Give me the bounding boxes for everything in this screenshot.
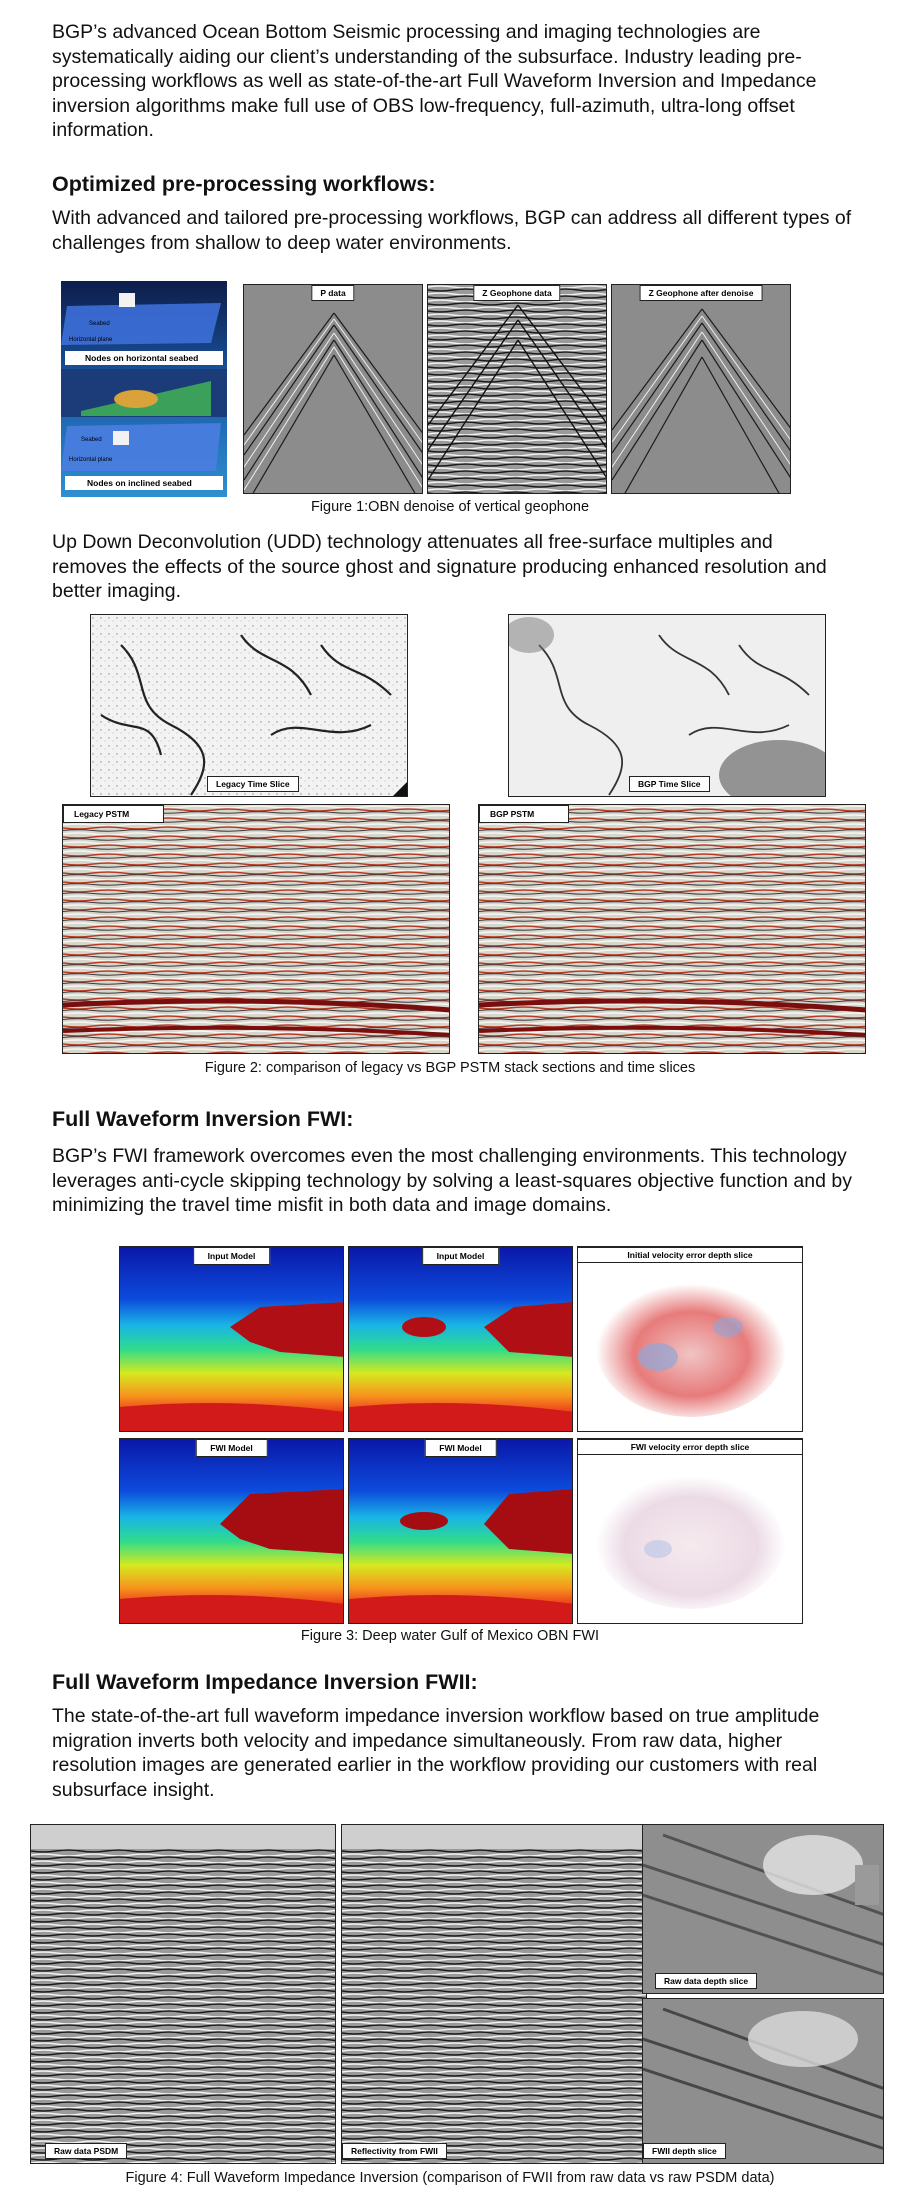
- legacy-time-slice: [90, 614, 408, 797]
- label-fwi-model-2: FWI Model: [424, 1439, 497, 1457]
- fwi-model-1: [119, 1438, 344, 1624]
- label-bgp-time-slice: BGP Time Slice: [629, 776, 710, 792]
- udd-paragraph: Up Down Deconvolution (UDD) technology attenuates all free-surface multiples and removes the effects of the source ghost and signature producing enhanced resolution and better imaging.: [52, 531, 827, 602]
- section-heading-fwii: Full Waveform Impedance Inversion FWII:: [52, 1670, 478, 1694]
- figure-2-caption: Figure 2: comparison of legacy vs BGP PSTM stack sections and time slices: [204, 1060, 696, 1076]
- figure-3-caption: Figure 3: Deep water Gulf of Mexico OBN FWI: [300, 1628, 600, 1644]
- fwi-velocity-error-slice: [577, 1438, 803, 1624]
- label-fwi-velocity-error: FWI velocity error depth slice: [577, 1439, 803, 1455]
- node-label-plane-1: Horizontal plane: [69, 337, 113, 343]
- fwi-model-2: [348, 1438, 573, 1624]
- panel-z-geophone-denoise: [611, 284, 791, 494]
- panel-label-p-data: P data: [311, 285, 354, 301]
- label-raw-data-depth-slice: Raw data depth slice: [655, 1973, 757, 1989]
- node-label-horizontal: Nodes on horizontal seabed: [85, 353, 199, 363]
- node-label-seabed-2: Seabed: [81, 437, 102, 443]
- label-legacy-pstm: Legacy PSTM: [63, 805, 164, 823]
- panel-label-z-geophone-denoise: Z Geophone after denoise: [640, 285, 763, 301]
- preprocessing-paragraph: With advanced and tailored pre-processing workflows, BGP can address all different types of challenges from shallow to deep water environments.: [52, 207, 852, 254]
- label-bgp-pstm: BGP PSTM: [479, 805, 569, 823]
- node-label-plane-2: Horizontal plane: [69, 457, 113, 463]
- label-legacy-time-slice: Legacy Time Slice: [207, 776, 299, 792]
- node-label-inclined: Nodes on inclined seabed: [87, 478, 192, 488]
- figure-4-caption: Figure 4: Full Waveform Impedance Inversion (comparison of FWII from raw data vs raw PSDM data): [125, 2170, 775, 2186]
- bgp-pstm-section: [478, 804, 866, 1054]
- figure-1-caption: Figure 1:OBN denoise of vertical geophone: [310, 499, 590, 515]
- obn-nodes-illustration: [61, 281, 227, 497]
- raw-data-psdm: [30, 1824, 336, 2164]
- label-fwii-depth-slice: FWII depth slice: [643, 2143, 726, 2159]
- fwi-paragraph: BGP’s FWI framework overcomes even the most challenging environments. This technology leverages anti-cycle skipping technology by solving a least-squares objective function and by minimizing the travel time misfit in both data and image domains.: [52, 1145, 852, 1216]
- bgp-time-slice: [508, 614, 826, 797]
- panel-z-geophone: [427, 284, 607, 494]
- input-model-1: [119, 1246, 344, 1432]
- label-fwi-model-1: FWI Model: [195, 1439, 268, 1457]
- panel-p-data: [243, 284, 423, 494]
- fwii-depth-slice: [642, 1998, 884, 2164]
- panel-label-z-geophone: Z Geophone data: [473, 285, 560, 301]
- label-raw-data-psdm: Raw data PSDM: [45, 2143, 127, 2159]
- label-input-model-2: Input Model: [422, 1247, 500, 1265]
- section-heading-preprocessing: Optimized pre-processing workflows:: [52, 172, 436, 196]
- label-reflectivity-from-fwii: Reflectivity from FWII: [342, 2143, 447, 2159]
- label-input-model-1: Input Model: [193, 1247, 271, 1265]
- input-model-2: [348, 1246, 573, 1432]
- legacy-pstm-section: [62, 804, 450, 1054]
- node-label-seabed-1: Seabed: [89, 321, 110, 327]
- label-initial-velocity-error: Initial velocity error depth slice: [577, 1247, 803, 1263]
- section-heading-fwi: Full Waveform Inversion FWI:: [52, 1107, 354, 1131]
- intro-paragraph: BGP’s advanced Ocean Bottom Seismic processing and imaging technologies are systematically aiding our client’s understanding of the subsurface. Industry leading pre-processing workflows as well as state-of-the-art Full Waveform Inversion and Impedance inversion algorithms make full use of OBS low-frequency, full-azimuth, ultra-long offset information.: [52, 21, 817, 141]
- raw-data-depth-slice: [642, 1824, 884, 1994]
- fwii-paragraph: The state-of-the-art full waveform impedance inversion workflow based on true amplitude migration inverts both velocity and impedance simultaneously. From raw data, higher resolution images are generated earlier in the workflow providing our customers with real subsurface insight.: [52, 1705, 820, 1801]
- initial-velocity-error-slice: [577, 1246, 803, 1432]
- reflectivity-from-fwii: [341, 1824, 647, 2164]
